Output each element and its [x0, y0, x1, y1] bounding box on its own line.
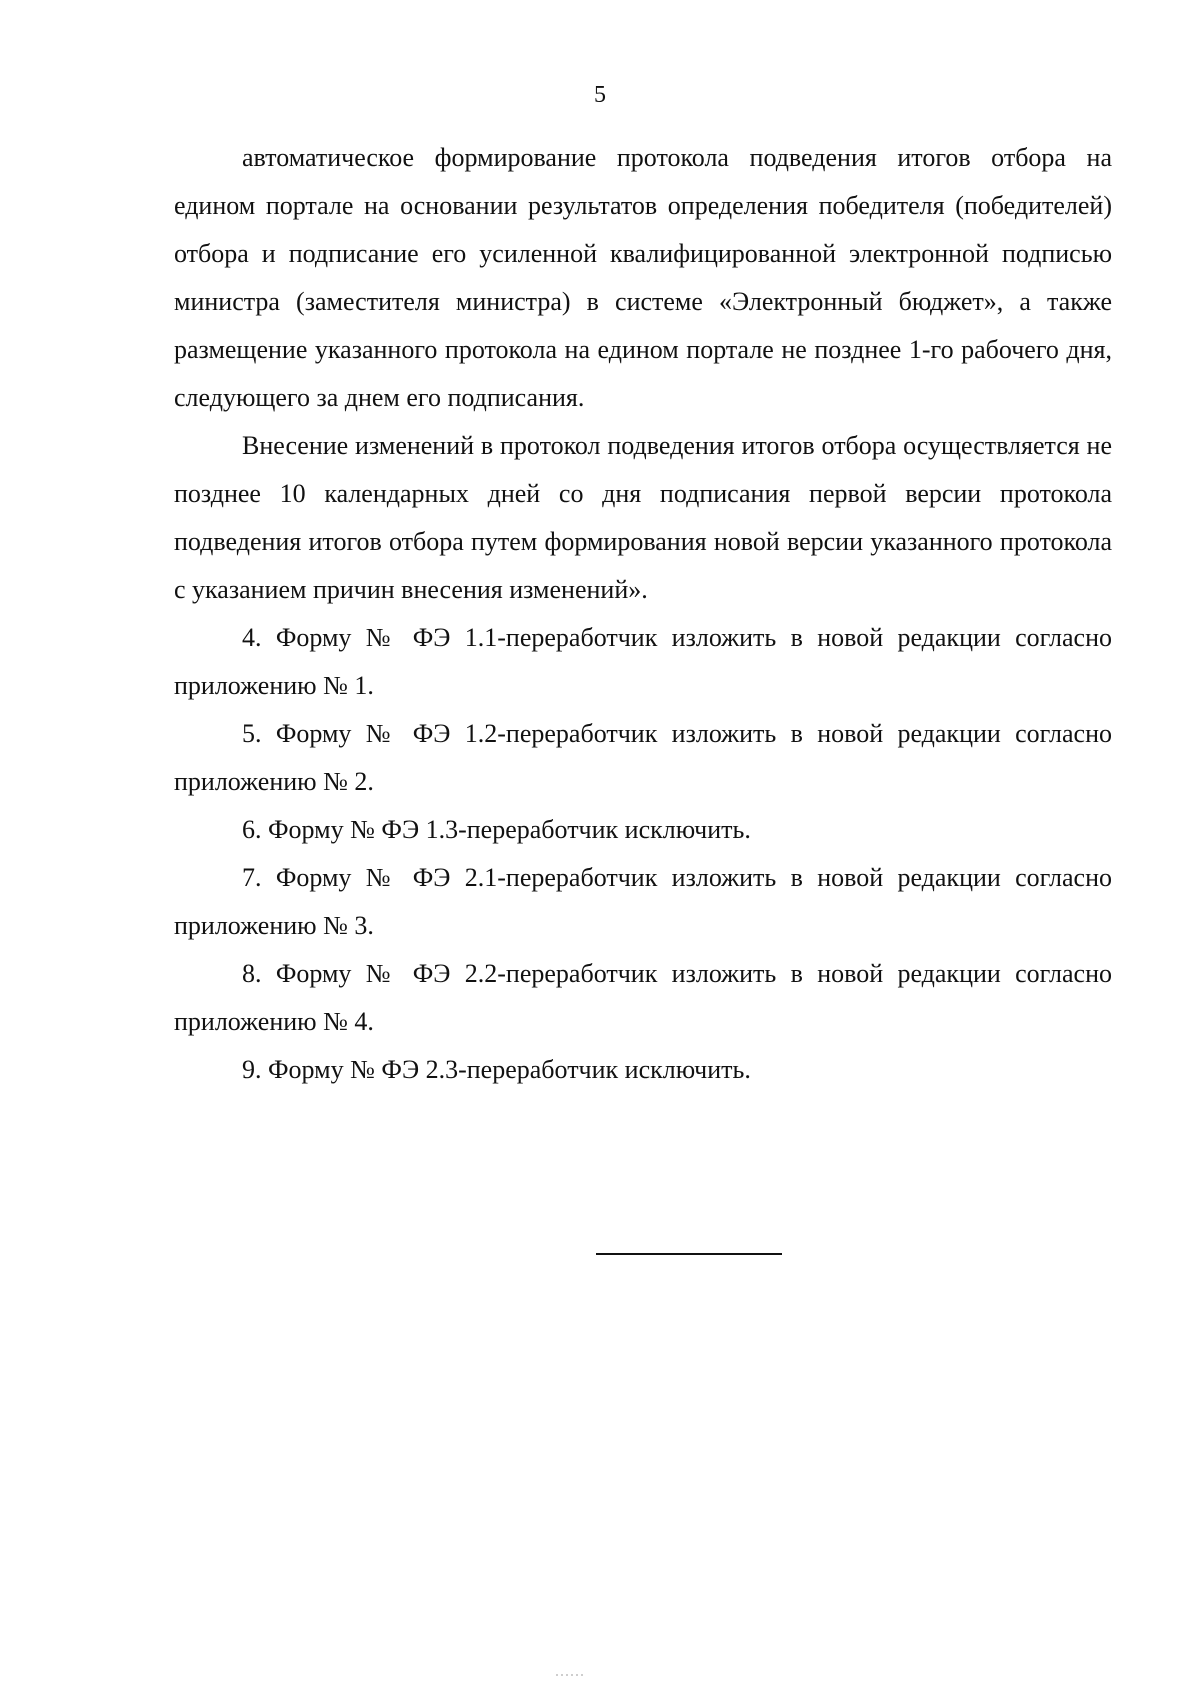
page-number: 5 — [594, 82, 606, 108]
item-8-form-fe-2-2: 8. Форму № ФЭ 2.2-переработчик изложить в новой редакции согласно приложению № 4. — [174, 959, 1112, 1036]
item-7-form-fe-2-1: 7. Форму № ФЭ 2.1-переработчик изложить в новой редакции согласно приложению № 3. — [174, 863, 1112, 940]
closing-separator-line — [596, 1253, 782, 1255]
item-6-form-fe-1-3: 6. Форму № ФЭ 1.3-переработчик исключить. — [242, 815, 751, 844]
paragraph-protocol-formation: автоматическое формирование протокола подведения итогов отбора на едином портале на основании результатов определения победителя (победителей) отбора и подписание его усиленной квалифицированной электронной подписью министра (заместителя министра) в системе «Электронный бюджет», а также размещение указанного протокола на едином портале не позднее 1-го рабочего дня, следующего за днем его подписания. — [174, 143, 1112, 412]
document-body — [174, 134, 1112, 1094]
item-9-form-fe-2-3: 9. Форму № ФЭ 2.3-переработчик исключить. — [242, 1055, 751, 1084]
item-5-form-fe-1-2: 5. Форму № ФЭ 1.2-переработчик изложить в новой редакции согласно приложению № 2. — [174, 719, 1112, 796]
paragraph-protocol-changes: Внесение изменений в протокол подведения итогов отбора осуществляется не позднее 10 календарных дней со дня подписания первой версии протокола подведения итогов отбора путем формирования новой версии указанного протокола с указанием причин внесения изменений». — [174, 431, 1112, 604]
scan-artifact — [556, 1674, 584, 1676]
item-4-form-fe-1-1: 4. Форму № ФЭ 1.1-переработчик изложить в новой редакции согласно приложению № 1. — [174, 623, 1112, 700]
